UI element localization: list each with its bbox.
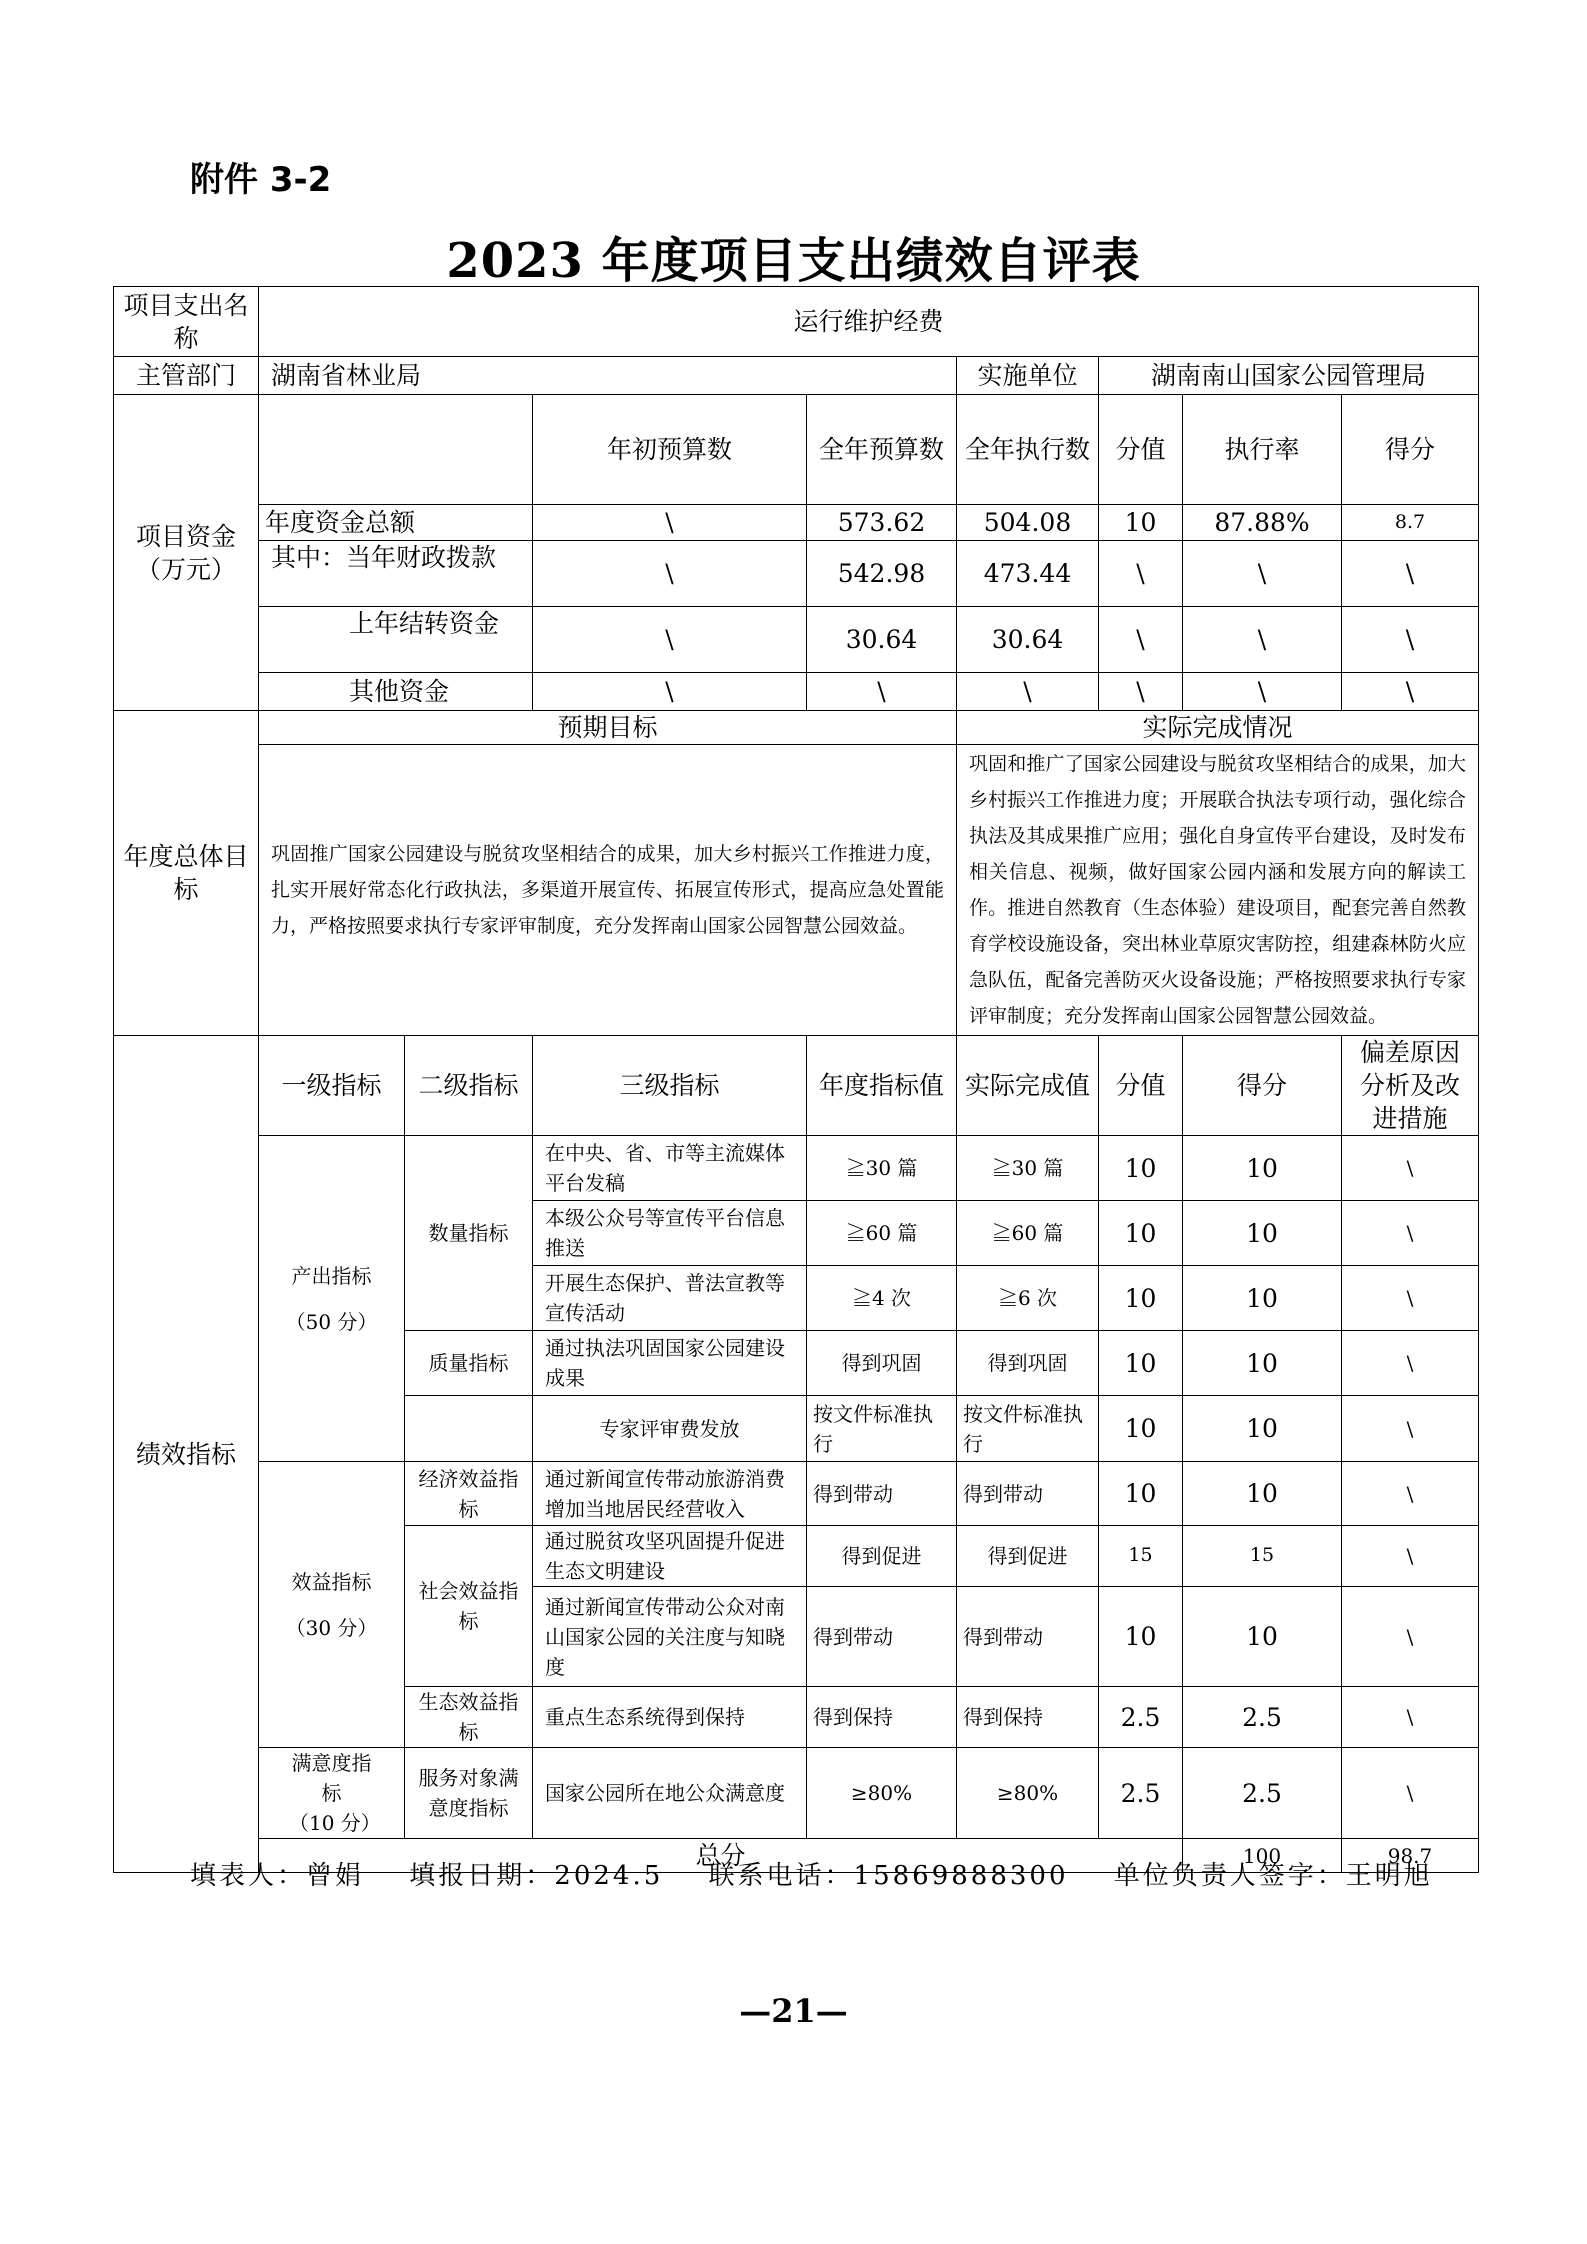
actual-value: 按文件标准执行	[957, 1396, 1099, 1462]
group-benefit-name: 效益指标	[291, 1569, 372, 1594]
actual-value: 得到保持	[957, 1687, 1099, 1748]
actual-value: 得到带动	[957, 1462, 1099, 1526]
funds-cell: \	[533, 541, 807, 607]
goals-label-text: 年度总体目标	[123, 842, 249, 904]
deviation-value: \	[1342, 1526, 1479, 1587]
deviation-value: \	[1342, 1201, 1479, 1266]
funds-cell: 30.64	[957, 607, 1099, 673]
ind-header-points: 分值	[1099, 1036, 1183, 1136]
footer-phone: 联系电话：15869888300	[708, 1861, 1069, 1891]
sub-quantity: 数量指标	[405, 1136, 533, 1331]
target-value: 得到带动	[807, 1587, 957, 1687]
deviation-value: \	[1342, 1462, 1479, 1526]
ind-header-level2: 二级指标	[405, 1036, 533, 1136]
funds-header-points: 分值	[1099, 395, 1183, 505]
points-value: 10	[1099, 1136, 1183, 1201]
group-satisfaction-score: （10 分）	[289, 1811, 381, 1835]
third-indicator: 通过执法巩固国家公园建设成果	[533, 1331, 807, 1396]
third-indicator: 通过脱贫攻坚巩固提升促进生态文明建设	[533, 1526, 807, 1587]
footer	[190, 1855, 1467, 1892]
score-value: 15	[1183, 1526, 1342, 1587]
target-value: 得到保持	[807, 1687, 957, 1748]
third-indicator: 开展生态保护、普法宣教等宣传活动	[533, 1266, 807, 1331]
funds-cell: \	[533, 505, 807, 541]
score-value: 10	[1183, 1396, 1342, 1462]
page-number: —21—	[739, 1992, 848, 2030]
group-satisfaction	[259, 1748, 405, 1839]
funds-cell: \	[1342, 541, 1479, 607]
funds-cell: \	[1342, 607, 1479, 673]
project-name-label: 项目支出名称	[114, 287, 259, 357]
funds-row-name: 上年结转资金	[259, 607, 533, 673]
dept-label: 主管部门	[114, 357, 259, 395]
target-value: ≧4 次	[807, 1266, 957, 1331]
funds-cell: 8.7	[1342, 505, 1479, 541]
score-value: 2.5	[1183, 1748, 1342, 1839]
ind-header-target: 年度指标值	[807, 1036, 957, 1136]
points-value: 10	[1099, 1396, 1183, 1462]
funds-cell: \	[1183, 673, 1342, 711]
group-benefit-score: （30 分）	[285, 1615, 378, 1640]
page-title: 2023 年度项目支出绩效自评表	[446, 233, 1141, 289]
target-value: ≥80%	[807, 1748, 957, 1839]
actual-value: ≧30 篇	[957, 1136, 1099, 1201]
funds-cell: 87.88%	[1183, 505, 1342, 541]
actual-value: 得到促进	[957, 1526, 1099, 1587]
funds-row-name: 其中：当年财政拨款	[259, 541, 533, 607]
sub-ecological: 生态效益指标	[405, 1687, 533, 1748]
funds-cell: 504.08	[957, 505, 1099, 541]
actual-value: ≥80%	[957, 1748, 1099, 1839]
actual-value: ≧6 次	[957, 1266, 1099, 1331]
group-satisfaction-name: 满意度指标	[291, 1751, 372, 1805]
third-indicator: 在中央、省、市等主流媒体平台发稿	[533, 1136, 807, 1201]
points-value: 10	[1099, 1462, 1183, 1526]
funds-header-executed: 全年执行数	[957, 395, 1099, 505]
deviation-value: \	[1342, 1587, 1479, 1687]
funds-cell: \	[807, 673, 957, 711]
total-score: 98.7	[1342, 1839, 1479, 1873]
target-value: 得到带动	[807, 1462, 957, 1526]
points-value: 15	[1099, 1526, 1183, 1587]
deviation-value: \	[1342, 1396, 1479, 1462]
indicators-label	[114, 1036, 259, 1873]
points-value: 10	[1099, 1201, 1183, 1266]
project-name-value: 运行维护经费	[259, 287, 1479, 357]
ind-header-deviation: 偏差原因分析及改进措施	[1342, 1036, 1479, 1136]
target-value: ≧60 篇	[807, 1201, 957, 1266]
funds-row-name: 其他资金	[259, 673, 533, 711]
dept-value: 湖南省林业局	[259, 357, 957, 395]
third-indicator: 通过新闻宣传带动公众对南山国家公园的关注度与知晓度	[533, 1587, 807, 1687]
points-value: 10	[1099, 1266, 1183, 1331]
third-indicator: 国家公园所在地公众满意度	[533, 1748, 807, 1839]
funds-cell: \	[533, 607, 807, 673]
sub-service: 服务对象满意度指标	[405, 1748, 533, 1839]
funds-header-blank	[259, 395, 533, 505]
third-indicator: 通过新闻宣传带动旅游消费增加当地居民经营收入	[533, 1462, 807, 1526]
group-output-score: （50 分）	[285, 1309, 378, 1334]
ind-header-actual: 实际完成值	[957, 1036, 1099, 1136]
funds-cell: \	[1183, 541, 1342, 607]
funds-row-name: 年度资金总额	[259, 505, 533, 541]
funds-cell: \	[533, 673, 807, 711]
expected-goal-header: 预期目标	[259, 711, 957, 745]
group-output-name: 产出指标	[291, 1263, 372, 1288]
score-value: 10	[1183, 1331, 1342, 1396]
sub-social: 社会效益指标	[405, 1526, 533, 1687]
actual-value: 得到巩固	[957, 1331, 1099, 1396]
actual-result-header: 实际完成情况	[957, 711, 1479, 745]
deviation-value: \	[1342, 1687, 1479, 1748]
footer-date: 填报日期：2024.5	[409, 1861, 664, 1891]
score-value: 10	[1183, 1201, 1342, 1266]
expected-goal-text: 巩固推广国家公园建设与脱贫攻坚相结合的成果，加大乡村振兴工作推进力度，扎实开展好常态化行政执法，多渠道开展宣传、拓展宣传形式，提高应急处置能力，严格按照要求执行专家评审制度，充分发挥南山国家公园智慧公园效益。	[259, 745, 957, 1036]
unit-label: 实施单位	[957, 357, 1099, 395]
points-value: 2.5	[1099, 1687, 1183, 1748]
deviation-value: \	[1342, 1136, 1479, 1201]
indicators-label-text: 绩效指标	[135, 1439, 236, 1469]
funds-cell: 473.44	[957, 541, 1099, 607]
sub-blank	[405, 1396, 533, 1462]
actual-value: ≧60 篇	[957, 1201, 1099, 1266]
funds-cell: 30.64	[807, 607, 957, 673]
sub-quality: 质量指标	[405, 1331, 533, 1396]
attachment-label: 附件 3-2	[190, 160, 332, 200]
funds-header-annual: 全年预算数	[807, 395, 957, 505]
footer-signer: 单位负责人签字：王明旭	[1113, 1861, 1433, 1891]
ind-header-level3: 三级指标	[533, 1036, 807, 1136]
funds-cell: \	[1099, 607, 1183, 673]
funds-label	[114, 395, 259, 711]
funds-label-text: 项目资金（万元）	[135, 521, 236, 584]
target-value: 得到促进	[807, 1526, 957, 1587]
ind-header-level1: 一级指标	[259, 1036, 405, 1136]
footer-filler: 填表人：曾娟	[190, 1861, 365, 1891]
group-output	[259, 1136, 405, 1462]
deviation-value: \	[1342, 1266, 1479, 1331]
funds-cell: 10	[1099, 505, 1183, 541]
funds-cell: \	[1342, 673, 1479, 711]
third-indicator: 专家评审费发放	[533, 1396, 807, 1462]
funds-cell: \	[1099, 673, 1183, 711]
target-value: 得到巩固	[807, 1331, 957, 1396]
actual-result-text: 巩固和推广了国家公园建设与脱贫攻坚相结合的成果，加大乡村振兴工作推进力度；开展联合执法专项行动，强化综合执法及其成果推广应用；强化自身宣传平台建设，及时发布相关信息、视频，做好国家公园内涵和发展方向的解读工作。推进自然教育（生态体验）建设项目，配套完善自然教育学校设施设备，突出林业草原灾害防控，组建森林防火应急队伍，配备完善防灭火设备设施；严格按照要求执行专家评审制度；充分发挥南山国家公园智慧公园效益。	[957, 745, 1479, 1036]
total-points: 100	[1183, 1839, 1342, 1873]
total-label: 总分	[259, 1839, 1183, 1873]
sub-economic: 经济效益指标	[405, 1462, 533, 1526]
funds-header-score: 得分	[1342, 395, 1479, 505]
score-value: 10	[1183, 1587, 1342, 1687]
deviation-value: \	[1342, 1748, 1479, 1839]
score-value: 10	[1183, 1266, 1342, 1331]
third-indicator: 本级公众号等宣传平台信息推送	[533, 1201, 807, 1266]
unit-value: 湖南南山国家公园管理局	[1099, 357, 1479, 395]
points-value: 10	[1099, 1587, 1183, 1687]
funds-cell: 573.62	[807, 505, 957, 541]
points-value: 10	[1099, 1331, 1183, 1396]
group-benefit	[259, 1462, 405, 1748]
ind-header-score: 得分	[1183, 1036, 1342, 1136]
points-value: 2.5	[1099, 1748, 1183, 1839]
goals-label	[114, 711, 259, 1036]
actual-value: 得到带动	[957, 1587, 1099, 1687]
funds-cell: \	[957, 673, 1099, 711]
funds-cell: 542.98	[807, 541, 957, 607]
performance-table	[113, 286, 1479, 1873]
third-indicator: 重点生态系统得到保持	[533, 1687, 807, 1748]
score-value: 10	[1183, 1136, 1342, 1201]
deviation-value: \	[1342, 1331, 1479, 1396]
funds-cell: \	[1099, 541, 1183, 607]
score-value: 2.5	[1183, 1687, 1342, 1748]
target-value: ≧30 篇	[807, 1136, 957, 1201]
score-value: 10	[1183, 1462, 1342, 1526]
funds-header-rate: 执行率	[1183, 395, 1342, 505]
target-value: 按文件标准执行	[807, 1396, 957, 1462]
funds-header-initial: 年初预算数	[533, 395, 807, 505]
funds-cell: \	[1183, 607, 1342, 673]
